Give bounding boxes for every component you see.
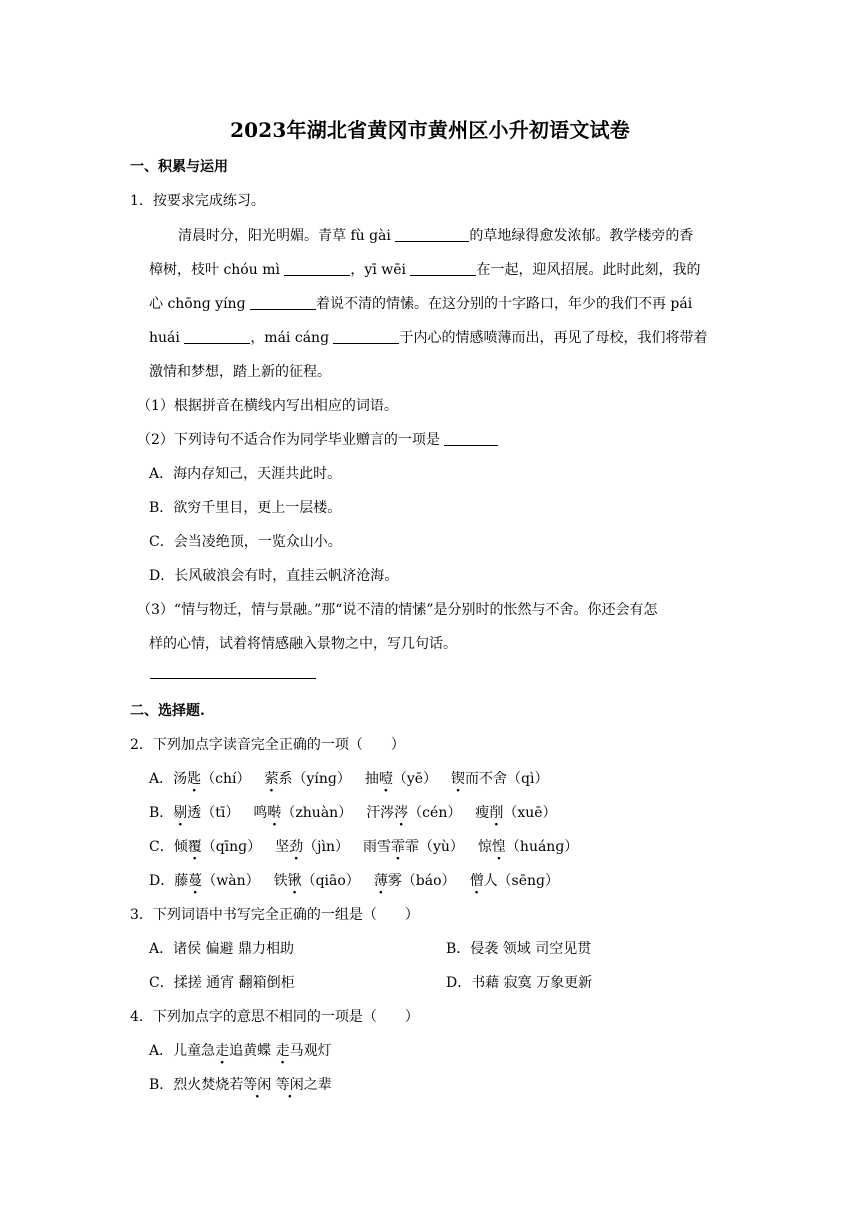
q3-option-d[interactable]: D．书藉 寂寞 万象更新 — [446, 975, 593, 991]
option-text: 人（sēnɡ） — [483, 873, 560, 889]
q3-option-a[interactable]: A．诸侯 偏避 鼎力相助 — [149, 941, 295, 957]
dotted-char: 薄 — [373, 873, 388, 889]
passage-line-2 — [149, 261, 700, 279]
dotted-char: 啭 — [267, 805, 282, 821]
option-text: （yē） — [392, 771, 438, 787]
dotted-char: 蔓 — [188, 873, 203, 889]
option-text: 系（yínɡ） — [278, 771, 351, 787]
option-text: A．儿童急 — [149, 1043, 216, 1059]
option-text: （qiāo） — [301, 873, 360, 889]
passage-line-1 — [178, 227, 693, 245]
passage-text: 的草地绿得愈发浓郁。教学楼旁的香 — [469, 228, 694, 244]
q2-option-a[interactable] — [149, 770, 549, 788]
section-heading-2: 二、选择题. — [130, 703, 205, 719]
answer-blank[interactable] — [184, 329, 250, 344]
option-text: 铁 — [273, 873, 288, 889]
sub-question-2 — [137, 431, 498, 449]
sub-question-2-text: （2）下列诗句不适合作为同学毕业赠言的一项是 — [137, 432, 445, 448]
option-text: （wàn） — [202, 873, 260, 889]
option-text: （huánɡ） — [505, 839, 579, 855]
option-text: 雾（báo） — [387, 873, 456, 889]
dotted-char: 劲 — [289, 839, 304, 855]
dotted-char: 涔 — [394, 805, 409, 821]
option-text: C．倾 — [149, 839, 188, 855]
page-title: 2023年湖北省黄冈市黄州区小升初语文试卷 — [230, 118, 630, 142]
option-text: 透（tī） — [187, 805, 240, 821]
option-text: 而不舍（qì） — [465, 771, 549, 787]
answer-blank[interactable] — [250, 295, 316, 310]
question-4-stem: 4．下列加点字的意思不相同的一项是（ ） — [130, 1009, 419, 1025]
option-text: 坚 — [275, 839, 290, 855]
option-text: （zhuàn） — [281, 805, 353, 821]
option-text: 抽 — [364, 771, 379, 787]
option-text: 雨雪 — [362, 839, 391, 855]
dotted-char: 锹 — [287, 873, 302, 889]
dotted-char: 锲 — [451, 771, 466, 787]
question-3-stem: 3．下列词语中书写完全正确的一组是（ ） — [130, 907, 419, 923]
answer-blank[interactable] — [333, 329, 399, 344]
q4-option-a[interactable] — [149, 1042, 332, 1060]
question-2-stem: 2．下列加点字读音完全正确的一项（ ） — [130, 737, 405, 753]
option-text: 之辈 — [303, 1077, 332, 1093]
dotted-char: 削 — [489, 805, 504, 821]
dotted-char: 僧 — [469, 873, 484, 889]
passage-line-5: 激情和梦想，踏上新的征程。 — [149, 364, 331, 380]
option-text: A．汤 — [149, 771, 188, 787]
sub-question-3-line-1: （3）“情与物迁，情与景融。”那“说不清的情愫”是分别时的怅然与不舍。你还会有怎 — [137, 602, 658, 618]
option-text: D．藤 — [149, 873, 189, 889]
option-text: B．烈火焚烧若 — [149, 1077, 244, 1093]
passage-text: 在一起，迎风招展。此时此刻，我的 — [476, 262, 701, 278]
passage-line-4 — [149, 329, 707, 347]
section-heading-1: 一、积累与运用 — [130, 159, 228, 175]
dotted-char: 剔 — [173, 805, 188, 821]
option-b[interactable]: B．欲穷千里目，更上一层楼。 — [149, 500, 342, 516]
option-text: 追黄蝶 — [229, 1043, 276, 1059]
q3-option-b[interactable]: B．侵袭 领域 司空见贯 — [446, 941, 592, 957]
option-text: （cén） — [408, 805, 462, 821]
passage-text: 着说不清的情愫。在这分别的十字路口，年少的我们不再 pái — [315, 296, 693, 312]
passage-line-3 — [149, 295, 692, 313]
option-text: （qīnɡ） — [201, 839, 262, 855]
passage-text: 于内心的情感喷薄而出，再见了母校，我们将带着 — [399, 330, 708, 346]
q2-option-d[interactable] — [149, 872, 559, 890]
option-a[interactable]: A．海内存知己，天涯共此时。 — [149, 466, 342, 482]
writing-answer-line[interactable] — [150, 678, 316, 679]
option-text: （jìn） — [303, 839, 349, 855]
sub-question-1: （1）根据拼音在横线内写出相应的词语。 — [137, 398, 398, 414]
dotted-char: 匙 — [187, 771, 202, 787]
option-c[interactable]: C．会当凌绝顶，一览众山小。 — [149, 534, 342, 550]
dotted-char: 走 — [275, 1043, 290, 1059]
q2-option-b[interactable] — [149, 804, 557, 822]
passage-text: ，mái cánɡ — [250, 330, 334, 346]
option-text: 惊 — [477, 839, 492, 855]
option-text: （chí） — [201, 771, 251, 787]
option-d[interactable]: D．长风破浪会有时，直挂云帆济沧海。 — [149, 568, 399, 584]
question-1-stem: 1．按要求完成练习。 — [130, 193, 265, 209]
dotted-char: 等闲 — [275, 1077, 304, 1093]
option-text: 马观灯 — [289, 1043, 332, 1059]
dotted-char: 惶 — [491, 839, 506, 855]
dotted-char: 走 — [215, 1043, 230, 1059]
option-text: 霏（yù） — [404, 839, 464, 855]
dotted-char: 覆 — [187, 839, 202, 855]
answer-blank[interactable] — [410, 261, 476, 276]
passage-text: huái — [149, 330, 185, 346]
option-text: （xuē） — [503, 805, 557, 821]
passage-text: ，yī wēi — [350, 262, 411, 278]
answer-blank[interactable] — [444, 431, 498, 446]
option-text: 汗涔 — [366, 805, 395, 821]
answer-blank[interactable] — [284, 261, 350, 276]
option-text: B． — [149, 805, 174, 821]
passage-text: 心 chōnɡ yínɡ — [149, 296, 250, 312]
passage-text: 清晨时分，阳光明媚。青草 fù gài — [178, 228, 396, 244]
passage-text: 樟树，枝叶 chóu mì — [149, 262, 285, 278]
sub-question-3-line-2: 样的心情，试着将情感融入景物之中，写几句话。 — [149, 636, 457, 652]
q2-option-c[interactable] — [149, 838, 578, 856]
option-text: 瘦 — [475, 805, 490, 821]
q3-option-c[interactable]: C．揉搓 通宵 翻箱倒柜 — [149, 975, 295, 991]
answer-blank[interactable] — [395, 227, 469, 242]
dotted-char: 霏 — [390, 839, 405, 855]
dotted-char: 等闲 — [243, 1077, 272, 1093]
q4-option-b[interactable] — [149, 1076, 332, 1094]
option-text: 鸣 — [253, 805, 268, 821]
dotted-char: 噎 — [378, 771, 393, 787]
dotted-char: 萦 — [264, 771, 279, 787]
